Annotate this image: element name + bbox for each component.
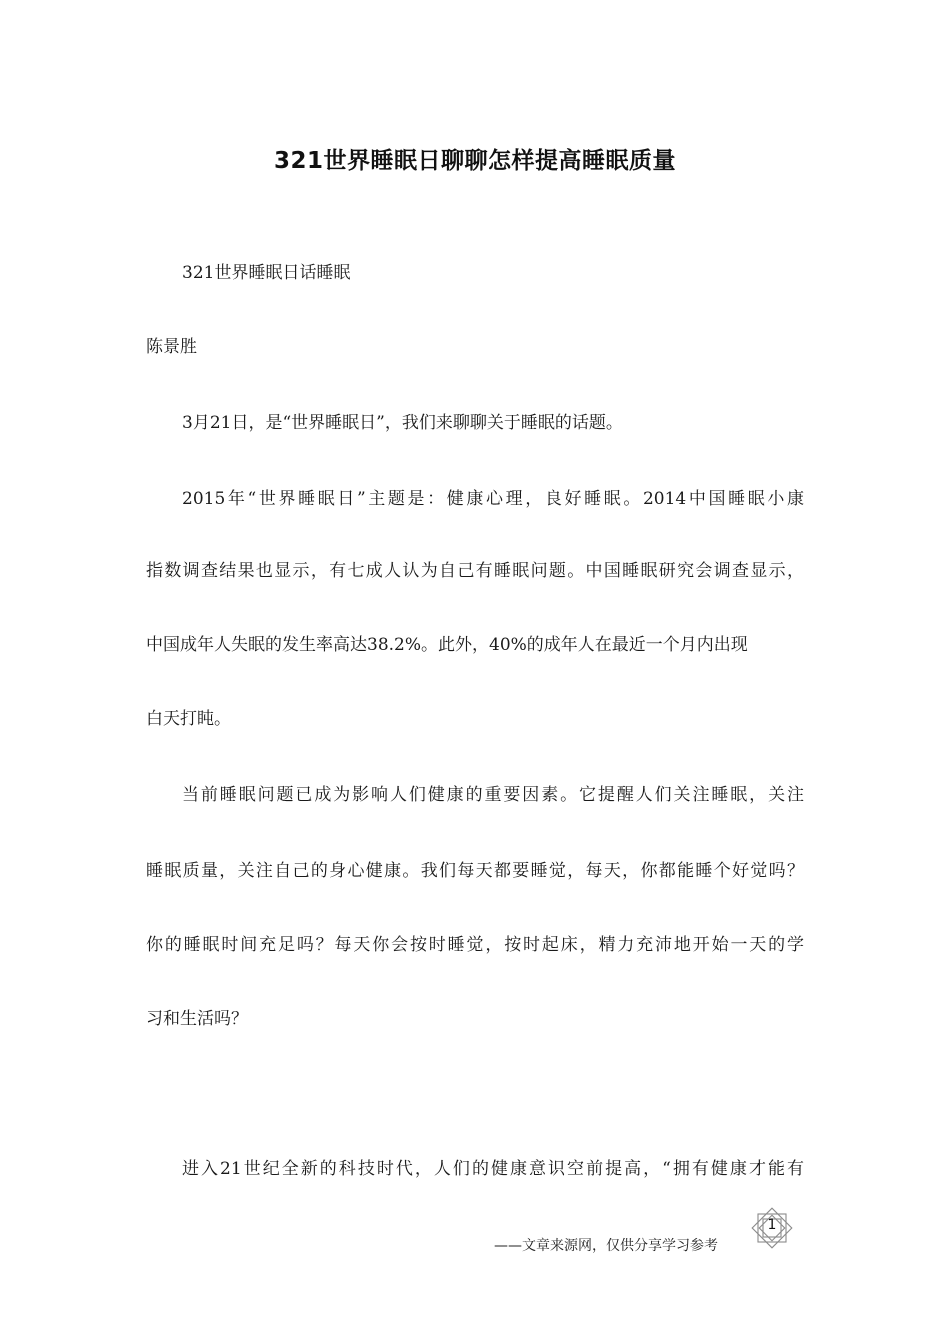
document-author: 陈景胜	[146, 337, 197, 357]
paragraph-2-line-4: 白天打盹。	[146, 709, 231, 729]
paragraph-1-line-1: 3月21日，是“世界睡眠日”，我们来聊聊关于睡眠的话题。	[182, 413, 623, 433]
paragraph-3-line-4: 习和生活吗？	[146, 1009, 248, 1029]
document-title: 321世界睡眠日聊聊怎样提高睡眠质量	[273, 148, 676, 174]
footer-source-note: ——文章来源网，仅供分享学习参考	[494, 1238, 718, 1254]
paragraph-2-line-1: 2015年“世界睡眠日”主题是：健康心理，良好睡眠。2014中国睡眠小康	[182, 489, 804, 509]
paragraph-4-line-1: 进入21世纪全新的科技时代，人们的健康意识空前提高，“拥有健康才能有	[182, 1159, 804, 1179]
paragraph-3-line-3: 你的睡眠时间充足吗？每天你会按时睡觉，按时起床，精力充沛地开始一天的学	[146, 935, 804, 955]
page-number: 1	[767, 1217, 777, 1233]
paragraph-2-line-3: 中国成年人失眠的发生率高达38.2%。此外，40%的成年人在最近一个月内出现	[146, 635, 748, 655]
paragraph-2-line-2: 指数调查结果也显示，有七成人认为自己有睡眠问题。中国睡眠研究会调查显示，	[146, 561, 804, 581]
paragraph-3-line-2: 睡眠质量，关注自己的身心健康。我们每天都要睡觉，每天，你都能睡个好觉吗？	[146, 861, 804, 881]
paragraph-3-line-1: 当前睡眠问题已成为影响人们健康的重要因素。它提醒人们关注睡眠，关注	[182, 785, 804, 805]
page-number-badge	[748, 1204, 796, 1252]
document-subtitle: 321世界睡眠日话睡眠	[182, 263, 351, 283]
